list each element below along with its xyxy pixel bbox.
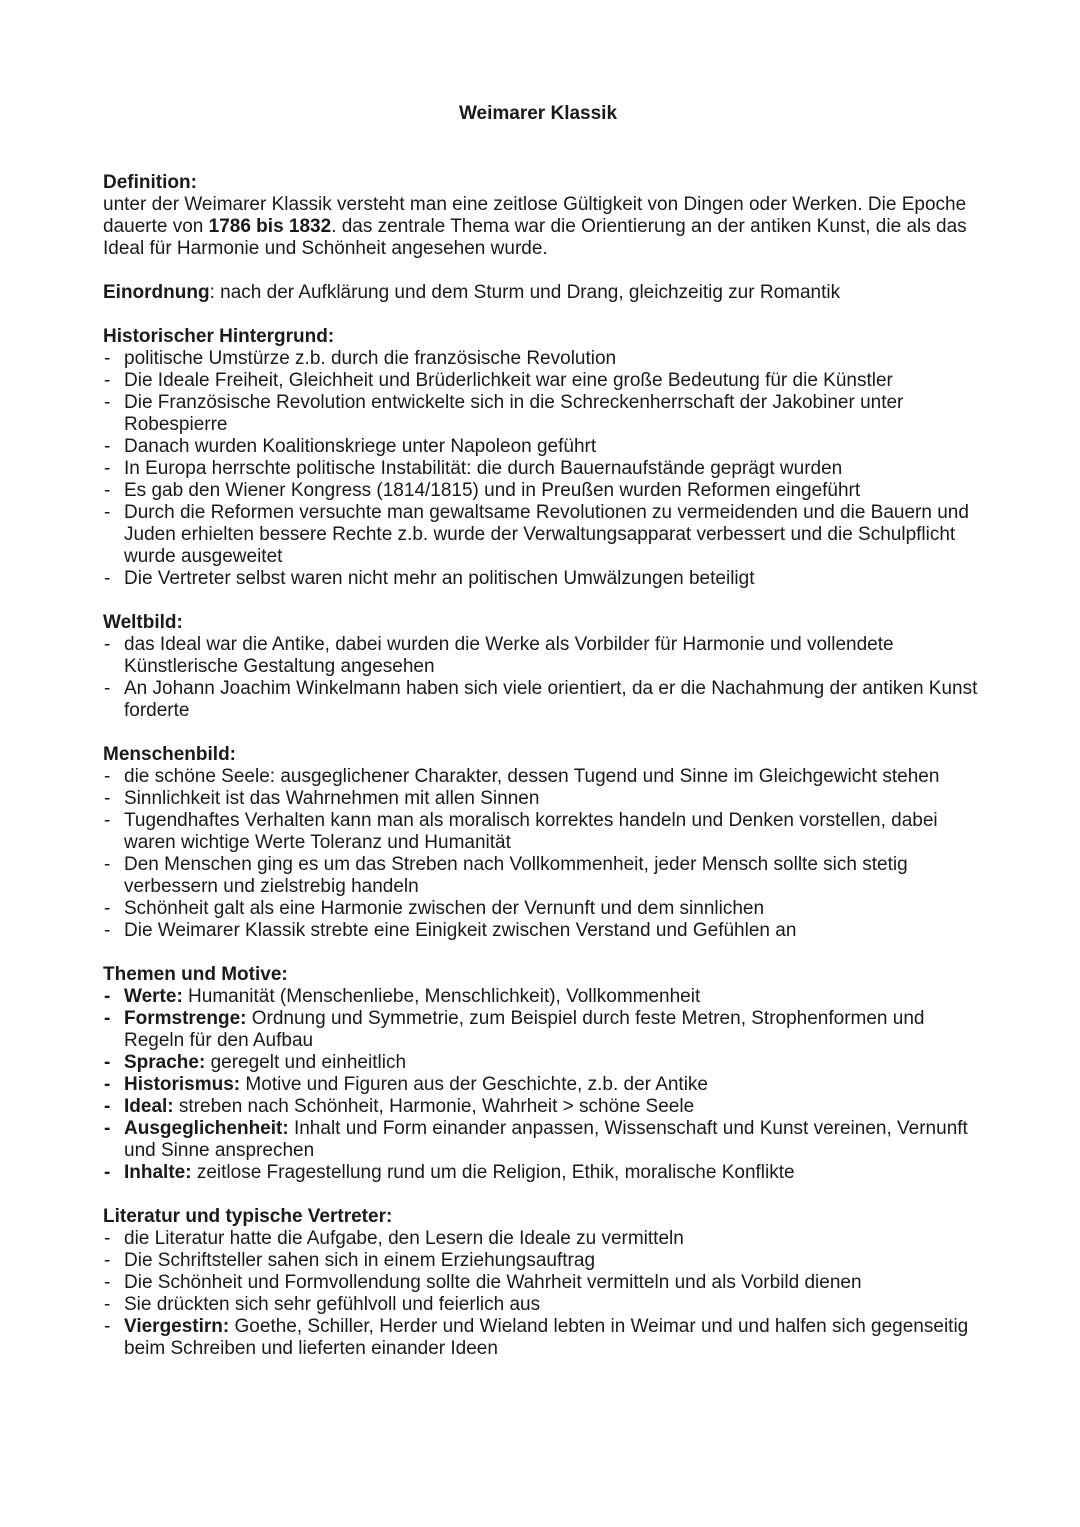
literatur-list: [103, 1228, 983, 1360]
list-item: - Schönheit galt als eine Harmonie zwischen der Vernunft und dem sinnlichen: [103, 898, 983, 920]
themen-list: [103, 986, 983, 1184]
list-item: - In Europa herrschte politische Instabilität: die durch Bauernaufstände geprägt wurden: [103, 458, 983, 480]
weltbild-list: [103, 634, 983, 722]
section-definition: [103, 172, 983, 260]
list-item: - Historismus: Motive und Figuren aus der Geschichte, z.b. der Antike: [103, 1074, 983, 1096]
list-item: - das Ideal war die Antike, dabei wurden die Werke als Vorbilder für Harmonie und vollendete Künstlerische Gestaltung angesehen: [103, 634, 983, 678]
list-item: - An Johann Joachim Winkelmann haben sich viele orientiert, da er die Nachahmung der antiken Kunst forderte: [103, 678, 983, 722]
list-item: - Die Weimarer Klassik strebte eine Einigkeit zwischen Verstand und Gefühlen an: [103, 920, 983, 942]
list-item: - Ideal: streben nach Schönheit, Harmonie, Wahrheit > schöne Seele: [103, 1096, 983, 1118]
list-item: - Danach wurden Koalitionskriege unter Napoleon geführt: [103, 436, 983, 458]
list-item: - Sprache: geregelt und einheitlich: [103, 1052, 983, 1074]
list-item: - Werte: Humanität (Menschenliebe, Menschlichkeit), Vollkommenheit: [103, 986, 983, 1008]
list-item: - Formstrenge: Ordnung und Symmetrie, zum Beispiel durch feste Metren, Strophenformen und Regeln für den Aufbau: [103, 1008, 983, 1052]
section-weltbild: [103, 612, 983, 722]
list-item: - Viergestirn: Goethe, Schiller, Herder und Wieland lebten in Weimar und und halfen sich gegenseitig beim Schreiben und lieferten einander Ideen: [103, 1316, 983, 1360]
list-item: - Die Schönheit und Formvollendung sollte die Wahrheit vermitteln und als Vorbild dienen: [103, 1272, 983, 1294]
definition-years: 1786 bis 1832: [208, 216, 332, 237]
list-item: - Inhalte: zeitlose Fragestellung rund um die Religion, Ethik, moralische Konflikte: [103, 1162, 983, 1184]
definition-heading: Definition:: [103, 172, 197, 193]
themen-heading: Themen und Motive:: [103, 964, 288, 985]
historisch-heading: Historischer Hintergrund:: [103, 326, 335, 347]
literatur-heading: Literatur und typische Vertreter:: [103, 1206, 393, 1227]
einordnung-text: Einordnung: nach der Aufklärung und dem Sturm und Drang, gleichzeitig zur Romantik: [103, 282, 841, 303]
list-item: - Ausgeglichenheit: Inhalt und Form einander anpassen, Wissenschaft und Kunst vereinen, Vernunft und Sinne ansprechen: [103, 1118, 983, 1162]
einordnung-heading: Einordnung: [103, 282, 210, 303]
weltbild-heading: Weltbild:: [103, 612, 183, 633]
list-item: - die Literatur hatte die Aufgabe, den Lesern die Ideale zu vermitteln: [103, 1228, 983, 1250]
section-historischer-hintergrund: [103, 326, 983, 590]
section-themen-und-motive: [103, 964, 983, 1184]
list-item: - Den Menschen ging es um das Streben nach Vollkommenheit, jeder Mensch sollte sich stetig verbessern und zielstrebig handeln: [103, 854, 983, 898]
list-item: - Sinnlichkeit ist das Wahrnehmen mit allen Sinnen: [103, 788, 983, 810]
list-item: - Die Schriftsteller sahen sich in einem Erziehungsauftrag: [103, 1250, 983, 1272]
menschenbild-heading: Menschenbild:: [103, 744, 237, 765]
historisch-list: [103, 348, 983, 590]
document-page: [103, 103, 983, 1382]
list-item: - die schöne Seele: ausgeglichener Charakter, dessen Tugend und Sinne im Gleichgewicht stehen: [103, 766, 983, 788]
list-item: - Durch die Reformen versuchte man gewaltsame Revolutionen zu vermeidenden und die Bauern und Juden erhielten bessere Rechte z.b. wurde der Verwaltungsapparat verbessert und die Schulpflicht wurde ausgeweitet: [103, 502, 983, 568]
section-einordnung: [103, 282, 983, 304]
document-title: Weimarer Klassik: [458, 103, 618, 124]
list-item: - Die Vertreter selbst waren nicht mehr an politischen Umwälzungen beteiligt: [103, 568, 983, 590]
section-menschenbild: [103, 744, 983, 942]
list-item: - Es gab den Wiener Kongress (1814/1815) und in Preußen wurden Reformen eingeführt: [103, 480, 983, 502]
list-item: - Sie drückten sich sehr gefühlvoll und feierlich aus: [103, 1294, 983, 1316]
list-item: - Die Französische Revolution entwickelte sich in die Schreckenherrschaft der Jakobiner unter Robespierre: [103, 392, 983, 436]
menschenbild-list: [103, 766, 983, 942]
definition-text: unter der Weimarer Klassik versteht man eine zeitlose Gültigkeit von Dingen oder Werken. Die Epoche dauerte von 1786 bis 1832. das zentrale Thema war die Orientierung an der antiken Kunst, die als das Ideal für Harmonie und Schönheit angesehen wurde.: [103, 194, 967, 259]
list-item: - Die Ideale Freiheit, Gleichheit und Brüderlichkeit war eine große Bedeutung für die Künstler: [103, 370, 983, 392]
list-item: - Tugendhaftes Verhalten kann man als moralisch korrektes handeln und Denken vorstellen, dabei waren wichtige Werte Toleranz und Humanität: [103, 810, 983, 854]
list-item: - politische Umstürze z.b. durch die französische Revolution: [103, 348, 983, 370]
section-literatur: [103, 1206, 983, 1360]
